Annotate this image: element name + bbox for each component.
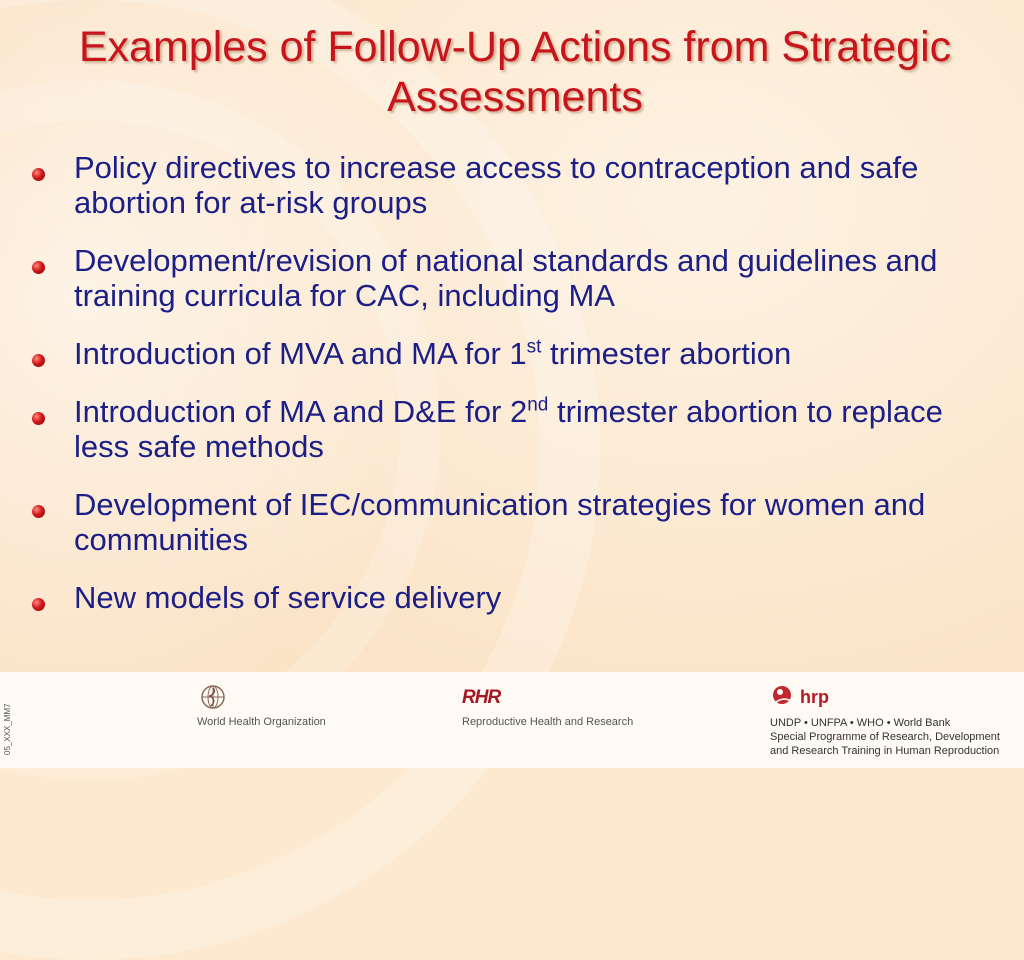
who-emblem-icon	[197, 684, 229, 712]
bullet-item	[30, 487, 990, 557]
bullet-text: Policy directives to increase access to contraception and safe abortion for at-risk groups	[74, 150, 919, 220]
superscript: nd	[527, 394, 549, 416]
bullet-text: Development of IEC/communication strategies for women and communities	[74, 487, 926, 557]
bullet-item	[30, 243, 990, 313]
bullet-text-post: trimester abortion	[541, 336, 792, 371]
hrp-description	[770, 716, 1000, 758]
bullet-text-post: trimester abortion to replace less safe methods	[74, 394, 943, 464]
bullet-item	[30, 336, 990, 371]
hrp-line: Special Programme of Research, Development	[770, 731, 1000, 743]
slide-title: Examples of Follow-Up Actions from Strategic Assessments	[78, 23, 952, 121]
rhr-logo: RHR	[462, 687, 501, 708]
who-label: World Health Organization	[197, 716, 326, 728]
bullet-icon	[32, 168, 45, 181]
bullet-icon	[32, 505, 45, 518]
slide-code: 05_XXX_MM7	[3, 703, 12, 755]
superscript: st	[526, 336, 542, 358]
bullet-item	[30, 150, 990, 220]
bullet-list	[30, 150, 990, 638]
bullet-item	[30, 394, 990, 464]
bullet-icon	[32, 354, 45, 367]
bullet-text: New models of service delivery	[74, 580, 502, 615]
hrp-logo-text: hrp	[800, 687, 829, 707]
bullet-icon	[32, 261, 45, 274]
bullet-text-pre: Introduction of MVA and MA for 1	[74, 336, 527, 371]
bullet-icon	[32, 412, 45, 425]
bullet-icon	[32, 598, 45, 611]
hrp-line: and Research Training in Human Reproduction	[770, 745, 1000, 757]
hrp-line: UNDP • UNFPA • WHO • World Bank	[770, 717, 951, 729]
bullet-text-pre: Introduction of MA and D&E for 2	[74, 394, 528, 429]
bullet-item	[30, 580, 990, 615]
rhr-label: Reproductive Health and Research	[462, 716, 634, 728]
bullet-text: Development/revision of national standards and guidelines and training curricula for CAC, including MA	[74, 243, 938, 313]
